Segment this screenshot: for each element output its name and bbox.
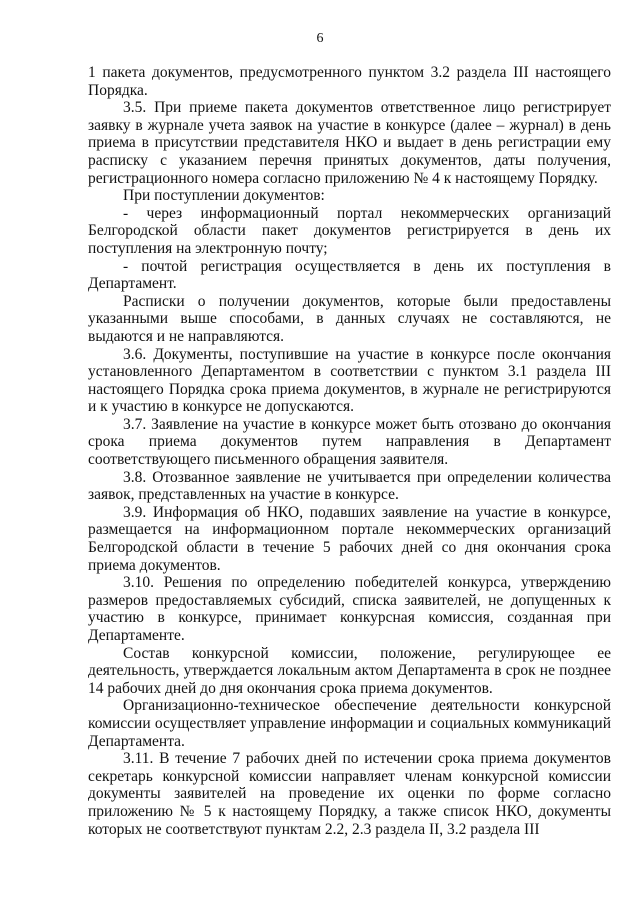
paragraph-receipt-intro: При поступлении документов:: [123, 187, 325, 205]
page-number: 6: [316, 31, 324, 46]
paragraph-3-6: 3.6. Документы, поступившие на участие в конкурсе после окончания установленного Департаментом в соответствии с пунктом 3.1 раздела III настоящего Порядка срока приема документов, в журнале не регистрируются и к участию в конкурсе не допускаются.: [88, 345, 611, 416]
list-item-mail: - почтой регистрация осуществляется в день их поступления в Департамент.: [88, 257, 611, 293]
list-item-portal: - через информационный портал некоммерческих организаций Белгородской области пакет документов регистрируется в день их поступления на электронную почту;: [88, 204, 611, 257]
paragraph-3-10: 3.10. Решения по определению победителей конкурса, утверждению размеров предоставляемых субсидий, списка заявителей, не допущенных к участию в конкурсе, принимает конкурсная комиссия, созданная при Департаменте.: [88, 574, 611, 644]
paragraph-3-7: 3.7. Заявление на участие в конкурсе может быть отозвано до окончания срока приема документов путем направления в Департамент соответствующего письменного обращения заявителя.: [88, 415, 611, 469]
paragraph-continuation: 1 пакета документов, предусмотренного пунктом 3.2 раздела III настоящего Порядка.: [88, 64, 611, 99]
paragraph-commission-support: Организационно-техническое обеспечение деятельности конкурсной комиссии осуществляет управление информации и социальных коммуникаций Департамента.: [88, 697, 611, 750]
paragraph-receipts: Расписки о получении документов, которые были предоставлены указанными выше способами, в данных случаях не составляются, не выдаются и не направляются.: [88, 292, 611, 345]
paragraph-3-5: 3.5. При приеме пакета документов ответственное лицо регистрирует заявку в журнале учета заявок на участие в конкурсе (далее – журнал) в день приема в присутствии представителя НКО и выдает в день регистрации ему расписку с указанием перечня принятых документов, даты получения, регистрационного номера согласно приложению № 4 к настоящему Порядку.: [88, 99, 611, 187]
paragraph-commission-composition: Состав конкурсной комиссии, положение, регулирующее ее деятельность, утверждается локальным актом Департамента в срок не позднее 14 рабочих дней до дня окончания срока приема документов.: [88, 644, 611, 697]
document-body: [88, 64, 611, 838]
paragraph-3-11: 3.11. В течение 7 рабочих дней по истечении срока приема документов секретарь конкурсной комиссии направляет членам конкурсной комиссии документы заявителей на проведение их оценки по форме согласно приложению № 5 к настоящему Порядку, а также список НКО, документы которых не соответствуют пунктам 2.2, 2.3 раздела II, 3.2 раздела III: [88, 750, 611, 838]
paragraph-3-8: 3.8. Отозванное заявление не учитывается при определении количества заявок, представленных на участие в конкурсе.: [88, 468, 611, 504]
paragraph-3-9: 3.9. Информация об НКО, подавших заявление на участие в конкурсе, размещается на информационном портале некоммерческих организаций Белгородской области в течение 5 рабочих дней со дня окончания срока приема документов.: [88, 503, 611, 574]
